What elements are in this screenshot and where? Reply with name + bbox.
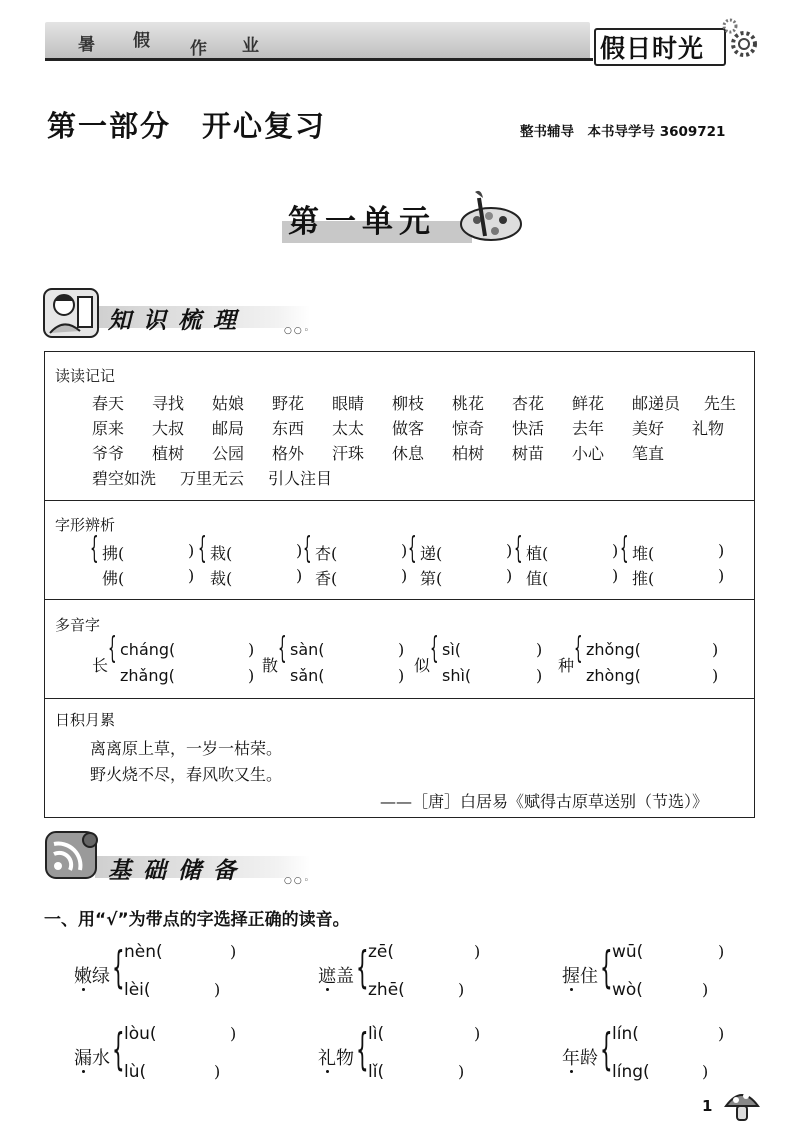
read-remember-word: 柳枝 (392, 394, 425, 413)
left-brace: { (108, 631, 117, 666)
paren-close: ) (296, 541, 303, 560)
rss-icon (40, 826, 102, 886)
page-number: 1 (702, 1097, 713, 1115)
pinyin-option: sàn( (290, 640, 325, 659)
pinyin-option: shì( (442, 666, 472, 685)
read-remember-word: 格外 (272, 444, 305, 463)
exercise-word: 握住 (562, 966, 598, 987)
char-form: 香( (315, 569, 338, 588)
paren-close: ) (712, 666, 719, 685)
emphasis-dot (326, 988, 329, 991)
read-remember-word: 寻找 (152, 394, 185, 413)
pinyin-option: lù( (124, 1062, 147, 1082)
paren-close: ) (474, 1024, 481, 1043)
left-brace: { (112, 1024, 125, 1075)
left-brace: { (574, 631, 583, 666)
box-divider (44, 599, 755, 600)
read-remember-word: 邮递员 (632, 394, 681, 413)
char-form: 第( (420, 569, 443, 588)
paren-close: ) (458, 980, 465, 999)
read-remember-word: 植树 (152, 444, 185, 463)
read-remember-word: 太太 (332, 419, 365, 438)
polyphones-label: 多音字 (55, 616, 101, 634)
read-remember-word: 柏树 (452, 444, 485, 463)
paren-close: ) (398, 640, 405, 659)
paren-close: ) (702, 1062, 709, 1081)
char-form: 堆( (632, 544, 655, 563)
read-remember-word: 做客 (392, 419, 425, 438)
paren-close: ) (506, 566, 513, 585)
paren-close: ) (718, 1024, 725, 1043)
paren-close: ) (248, 640, 255, 659)
read-remember-word: 去年 (572, 419, 605, 438)
student-reading-icon (40, 283, 102, 343)
read-remember-word: 快活 (512, 419, 545, 438)
left-brace: { (356, 1024, 369, 1075)
left-brace: { (90, 531, 99, 566)
paren-close: ) (702, 980, 709, 999)
paren-close: ) (612, 566, 619, 585)
char-form: 拂( (102, 544, 125, 563)
pinyin-option: sì( (442, 640, 462, 659)
paren-close: ) (214, 980, 221, 999)
pinyin-option: lín( (612, 1024, 639, 1044)
polyphone-char: 似 (414, 656, 431, 675)
exercise-instruction: 一、用“√”为带点的字选择正确的读音。 (44, 910, 350, 930)
paren-close: ) (214, 1062, 221, 1081)
left-brace: { (303, 531, 312, 566)
part-title: 第一部分 开心复习 (47, 109, 327, 143)
section-dots: ○○◦ (284, 876, 312, 886)
exercise-word: 礼物 (318, 1048, 354, 1069)
brand-title: 假日时光 (600, 34, 705, 63)
read-remember-word: 眼睛 (332, 394, 365, 413)
read-remember-word: 礼物 (692, 419, 725, 438)
char-form: 佛( (102, 569, 125, 588)
pinyin-option: zhǎng( (120, 666, 175, 685)
paren-close: ) (506, 541, 513, 560)
guide-number: 整书辅导 本书导学号 3609721 (520, 124, 726, 140)
read-remember-word: 鲜花 (572, 394, 605, 413)
read-remember-word: 小心 (572, 444, 605, 463)
paren-close: ) (536, 666, 543, 685)
char-form: 递( (420, 544, 443, 563)
paren-close: ) (458, 1062, 465, 1081)
paren-close: ) (401, 541, 408, 560)
char-form: 值( (526, 569, 549, 588)
paren-close: ) (718, 541, 725, 560)
polyphone-char: 种 (558, 656, 575, 675)
section-title-basics: 基础储备 (108, 858, 248, 884)
box-divider (44, 500, 755, 501)
read-remember-word: 东西 (272, 419, 305, 438)
read-remember-word: 大叔 (152, 419, 185, 438)
exercise-word: 嫩绿 (74, 966, 110, 987)
section-title-knowledge: 知识梳理 (108, 308, 248, 334)
poem-source: ——［唐］白居易《赋得古原草送别（节选）》 (380, 792, 709, 811)
read-remember-word: 万里无云 (180, 469, 245, 488)
read-remember-word: 美好 (632, 419, 665, 438)
read-remember-word: 野花 (272, 394, 305, 413)
paren-close: ) (230, 1024, 237, 1043)
pinyin-option: zhòng( (586, 666, 641, 685)
paren-close: ) (474, 942, 481, 961)
left-brace: { (430, 631, 439, 666)
read-remember-word: 引人注目 (268, 469, 333, 488)
read-remember-label: 读读记记 (55, 367, 116, 385)
palette-icon (455, 188, 525, 248)
read-remember-word: 休息 (392, 444, 425, 463)
read-remember-word: 邮局 (212, 419, 245, 438)
section-dots: ○○◦ (284, 326, 312, 336)
paren-close: ) (248, 666, 255, 685)
pinyin-option: zē( (368, 942, 395, 962)
header-series-char: 业 (242, 36, 259, 56)
pinyin-option: lòu( (124, 1024, 157, 1044)
read-remember-word: 原来 (92, 419, 125, 438)
pinyin-option: lǐ( (368, 1062, 385, 1082)
paren-close: ) (230, 942, 237, 961)
polyphone-char: 长 (92, 656, 109, 675)
paren-close: ) (718, 942, 725, 961)
paren-close: ) (536, 640, 543, 659)
pinyin-option: lèi( (124, 980, 151, 1000)
left-brace: { (514, 531, 523, 566)
pinyin-option: wū( (612, 942, 644, 962)
read-remember-word: 树苗 (512, 444, 545, 463)
paren-close: ) (401, 566, 408, 585)
paren-close: ) (398, 666, 405, 685)
polyphone-char: 散 (262, 656, 279, 675)
char-form: 推( (632, 569, 655, 588)
char-form: 植( (526, 544, 549, 563)
emphasis-dot (570, 1070, 573, 1073)
pinyin-option: sǎn( (290, 666, 325, 685)
emphasis-dot (82, 1070, 85, 1073)
left-brace: { (600, 1024, 613, 1075)
char-form: 栽( (210, 544, 233, 563)
paren-close: ) (718, 566, 725, 585)
pinyin-option: zhǒng( (586, 640, 641, 659)
header-series-char: 作 (190, 39, 207, 59)
daily-label: 日积月累 (55, 711, 116, 729)
pinyin-option: zhē( (368, 980, 405, 1000)
exercise-word: 漏水 (74, 1048, 110, 1069)
pinyin-option: cháng( (120, 640, 176, 659)
emphasis-dot (326, 1070, 329, 1073)
read-remember-word: 公园 (212, 444, 245, 463)
gear-icon (720, 14, 760, 64)
poem-line: 野火烧不尽，春风吹又生。 (90, 765, 283, 784)
left-brace: { (278, 631, 287, 666)
paren-close: ) (188, 541, 195, 560)
paren-close: ) (712, 640, 719, 659)
char-form: 杏( (315, 544, 338, 563)
paren-close: ) (296, 566, 303, 585)
read-remember-word: 惊奇 (452, 419, 485, 438)
read-remember-word: 爷爷 (92, 444, 125, 463)
read-remember-word: 杏花 (512, 394, 545, 413)
read-remember-word: 碧空如洗 (92, 469, 157, 488)
left-brace: { (600, 942, 613, 993)
paren-close: ) (188, 566, 195, 585)
header-series-char: 假 (133, 31, 150, 51)
pinyin-option: lì( (368, 1024, 385, 1044)
emphasis-dot (82, 988, 85, 991)
header-rule (45, 58, 593, 61)
header-band (45, 22, 590, 60)
paren-close: ) (612, 541, 619, 560)
left-brace: { (620, 531, 629, 566)
char-form: 裁( (210, 569, 233, 588)
box-divider (44, 698, 755, 699)
read-remember-word: 笔直 (632, 444, 665, 463)
pinyin-option: líng( (612, 1062, 650, 1082)
poem-line: 离离原上草，一岁一枯荣。 (90, 739, 283, 758)
pinyin-option: wò( (612, 980, 643, 1000)
pinyin-option: nèn( (124, 942, 163, 962)
unit-title: 第一单元 (288, 204, 436, 240)
mushroom-icon (722, 1084, 762, 1124)
exercise-word: 遮盖 (318, 966, 354, 987)
left-brace: { (198, 531, 207, 566)
exercise-word: 年龄 (562, 1048, 598, 1069)
left-brace: { (356, 942, 369, 993)
read-remember-word: 汗珠 (332, 444, 365, 463)
read-remember-word: 先生 (704, 394, 737, 413)
left-brace: { (112, 942, 125, 993)
read-remember-word: 姑娘 (212, 394, 245, 413)
left-brace: { (408, 531, 417, 566)
char-forms-label: 字形辨析 (55, 516, 116, 534)
read-remember-word: 春天 (92, 394, 125, 413)
emphasis-dot (570, 988, 573, 991)
header-series-char: 暑 (78, 35, 95, 55)
read-remember-word: 桃花 (452, 394, 485, 413)
